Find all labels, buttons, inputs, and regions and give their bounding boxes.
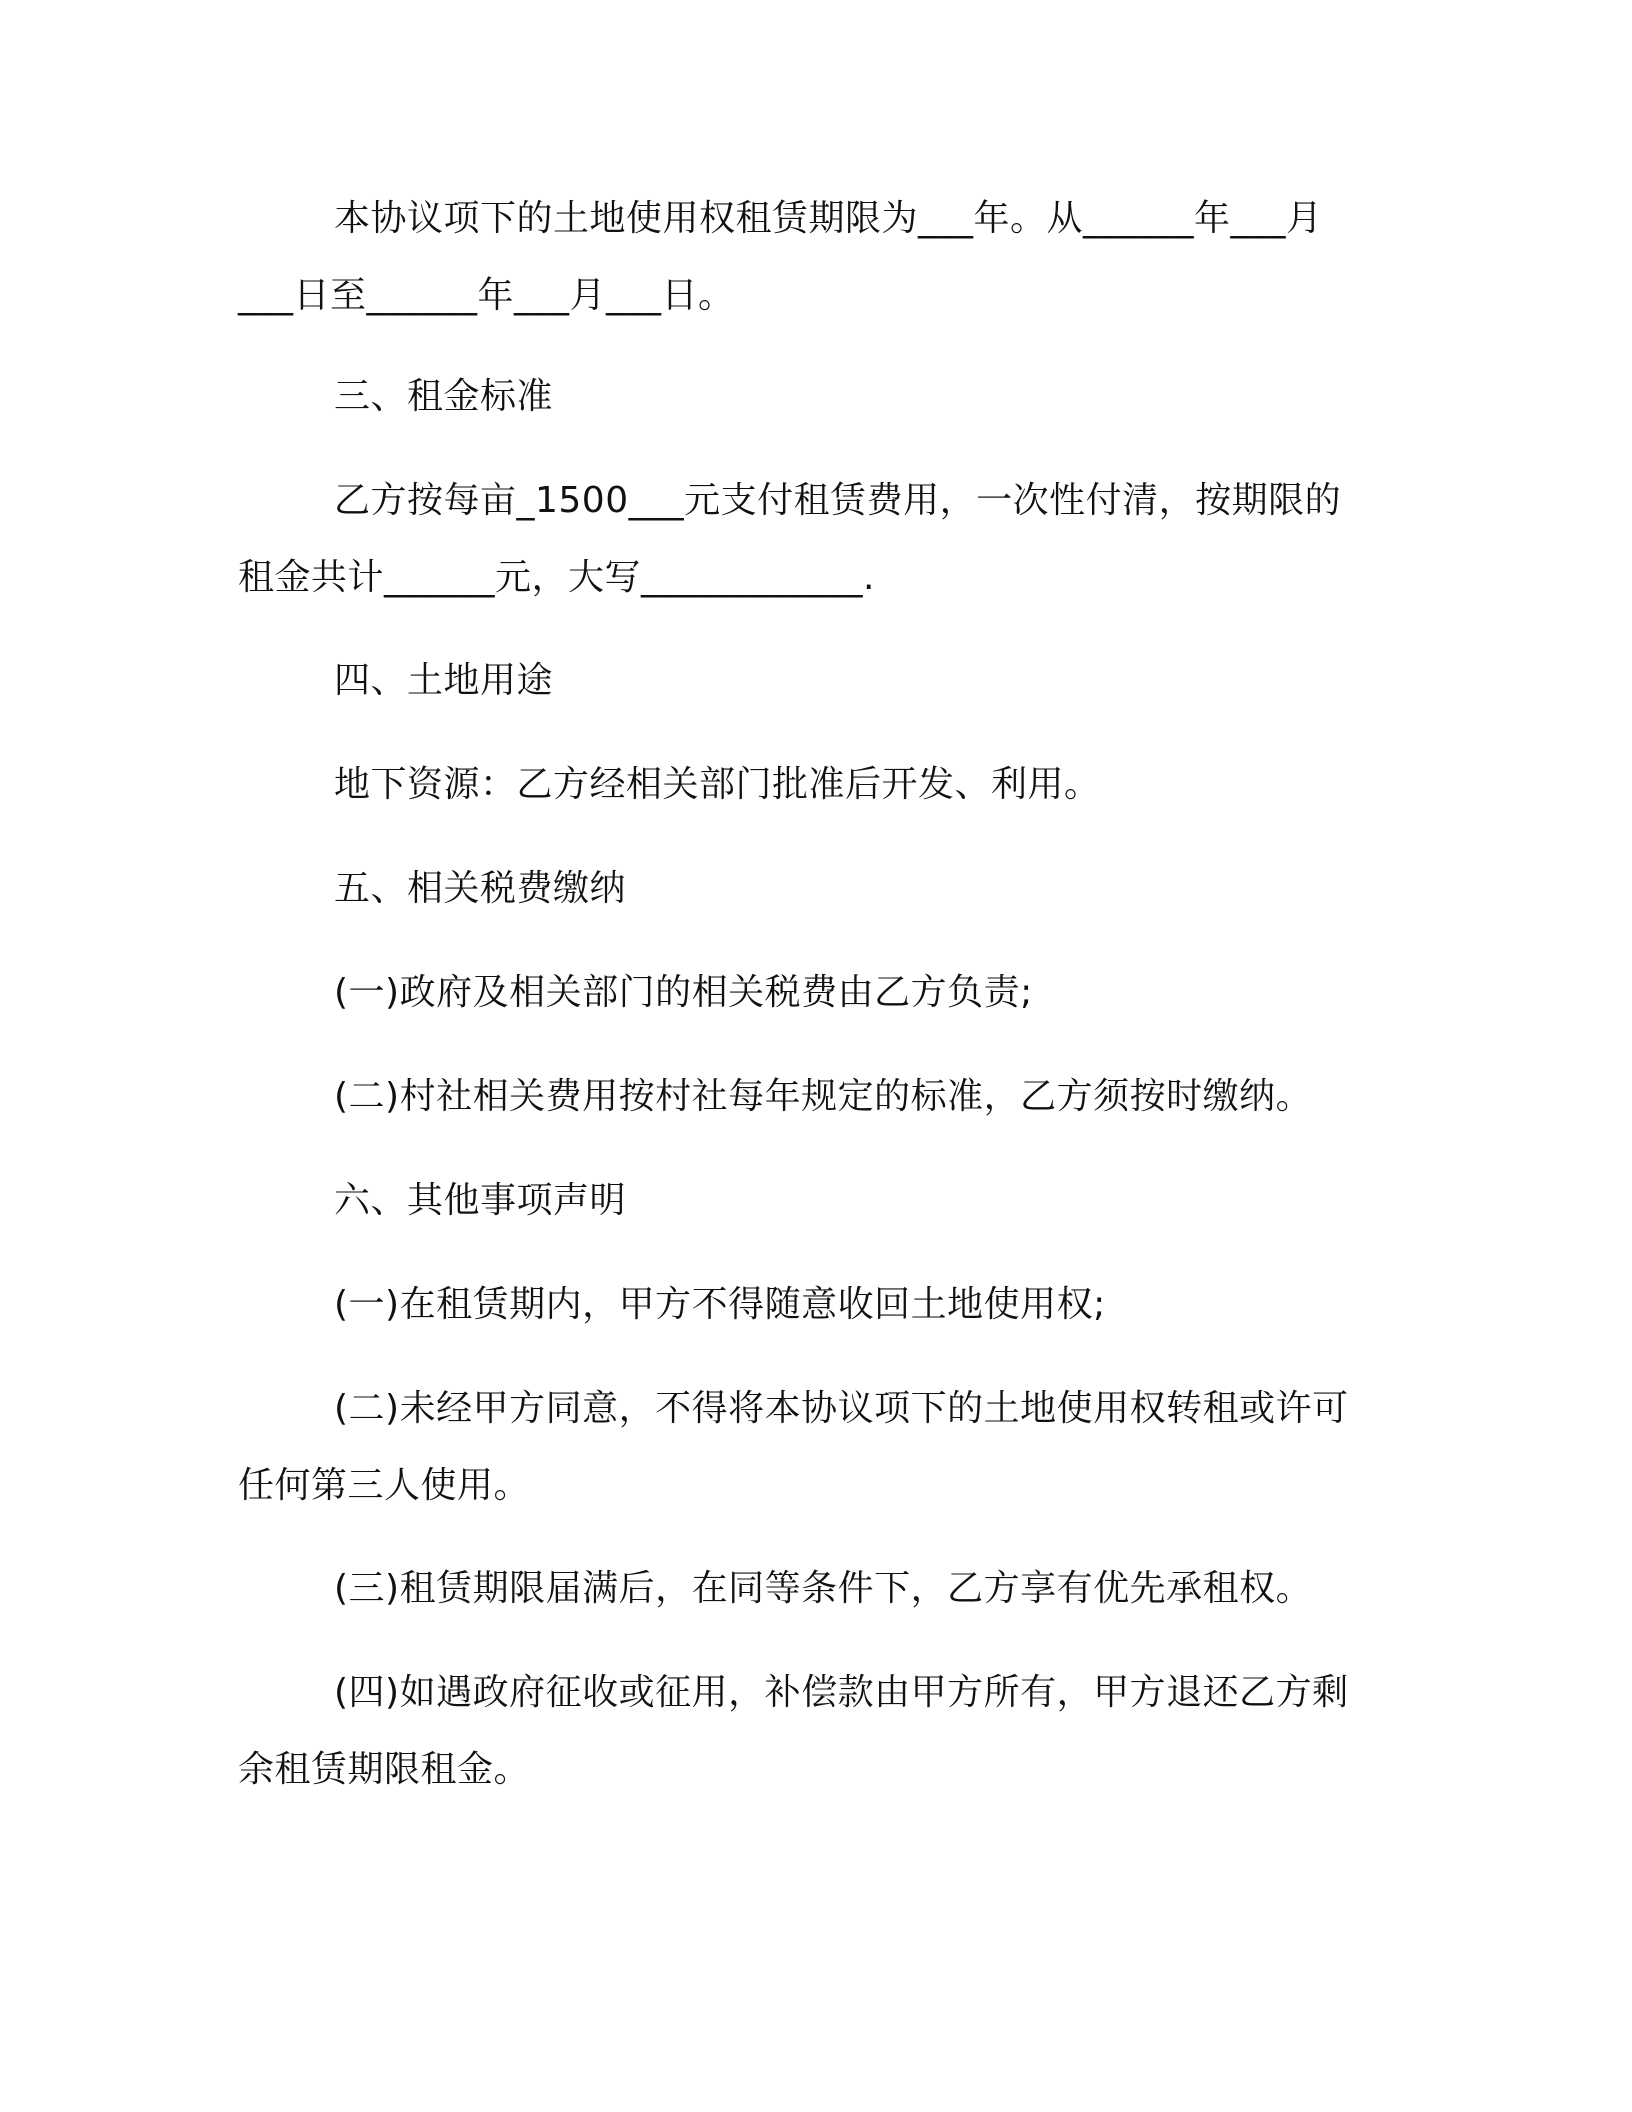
paragraph-other-item-3: (三)租赁期限届满后，在同等条件下，乙方享有优先承租权。 — [334, 1568, 1313, 1609]
paragraph-tax-item-1: (一)政府及相关部门的相关税费由乙方负责; — [334, 972, 1033, 1013]
paragraph-tax-item-2: (二)村社相关费用按村社每年规定的标准，乙方须按时缴纳。 — [334, 1076, 1313, 1117]
paragraph-other-item-1: (一)在租赁期内，甲方不得随意收回土地使用权; — [334, 1284, 1106, 1325]
heading-land-use: 四、土地用途 — [334, 660, 554, 701]
heading-rent-standard: 三、租金标准 — [334, 376, 554, 417]
paragraph-rent-payment: 乙方按每亩_1500___元支付租赁费用，一次性付清，按期限的租金共计______元，大写____________. — [238, 480, 1342, 598]
paragraph-other-item-2: (二)未经甲方同意，不得将本协议项下的土地使用权转租或许可任何第三人使用。 — [238, 1388, 1349, 1506]
paragraph-underground-resources: 地下资源：乙方经相关部门批准后开发、利用。 — [334, 764, 1101, 805]
heading-taxes-fees: 五、相关税费缴纳 — [334, 868, 627, 909]
paragraph-lease-term: 本协议项下的土地使用权租赁期限为___年。从______年___月___日至______年___月___日。 — [238, 198, 1323, 316]
paragraph-other-item-4: (四)如遇政府征收或征用，补偿款由甲方所有，甲方退还乙方剩余租赁期限租金。 — [238, 1672, 1349, 1790]
heading-other-matters: 六、其他事项声明 — [334, 1180, 627, 1221]
